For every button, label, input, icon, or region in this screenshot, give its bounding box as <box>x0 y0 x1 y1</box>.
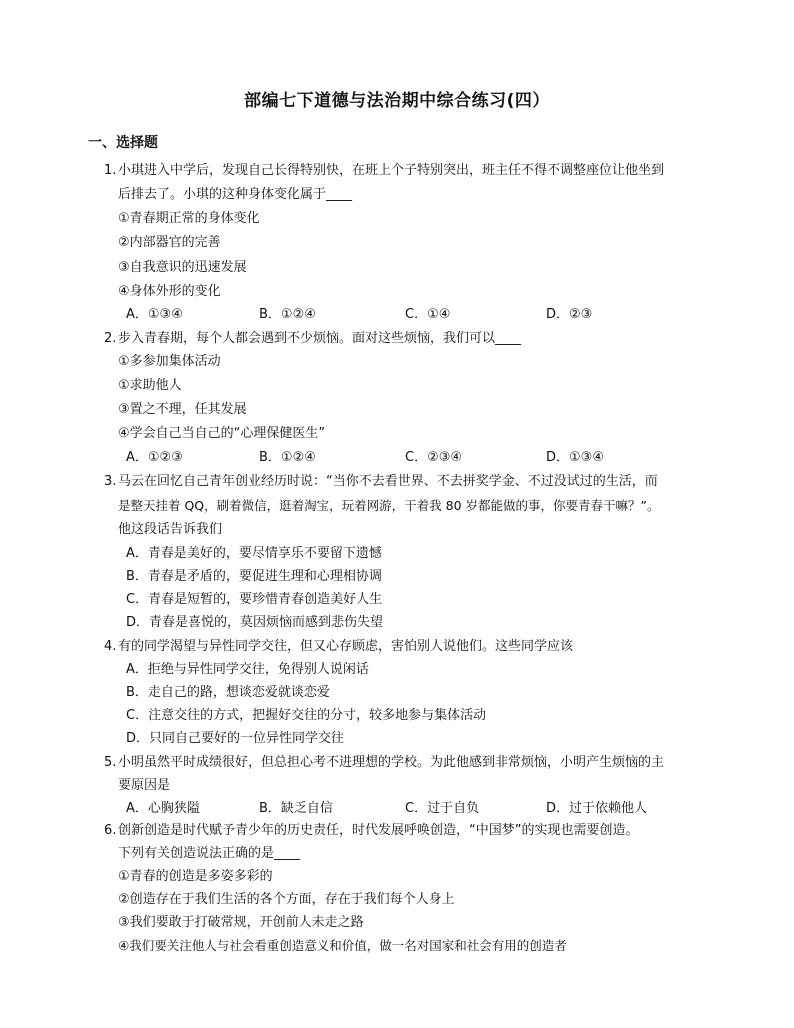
question-2-item: ③置之不理，任其发展 <box>118 402 247 417</box>
question-1-line-1 <box>104 162 664 180</box>
question-1-text: 小琪进入中学后，发现自己长得特别快，在班上个子特别突出，班主任不得不调整座位让他坐到 <box>118 163 665 178</box>
option-c: C．①④ <box>405 307 451 322</box>
question-6-number: 6. <box>104 823 117 838</box>
option-d: D．过于依赖他人 <box>546 801 648 816</box>
question-6-text: 创新创造是时代赋予青少年的历史责任，时代发展呼唤创造，“中国梦”的实现也需要创造。 <box>118 823 639 838</box>
option-b: B．①②④ <box>259 307 316 322</box>
question-2-line-1 <box>104 330 521 348</box>
question-6-item: ④我们要关注他人与社会看重创造意义和价值，做一名对国家和社会有用的创造者 <box>118 938 567 953</box>
question-3-line-1 <box>104 473 658 491</box>
question-4-option-d: D．只同自己要好的一位异性同学交往 <box>126 731 345 746</box>
question-4-option-b: B．走自己的路，想谈恋爱就谈恋爱 <box>126 685 330 700</box>
question-4-number: 4. <box>104 639 117 654</box>
question-2-item: ④学会自己当自己的“心理保健医生” <box>118 426 326 441</box>
question-2-number: 2. <box>104 331 117 346</box>
question-3-option-c: C．青春是短暂的，要珍惜青春创造美好人生 <box>126 592 383 607</box>
question-1-number: 1. <box>104 163 117 178</box>
option-b: B．缺乏自信 <box>259 801 333 816</box>
question-2-options <box>126 449 626 467</box>
question-3-option-d: D．青春是喜悦的，莫因烦恼而感到悲伤失望 <box>126 615 384 630</box>
question-5-options <box>126 800 686 818</box>
question-5-line-2: 要原因是 <box>118 778 171 793</box>
page-title: 部编七下道德与法治期中综合练习(四） <box>244 91 550 111</box>
question-5-number: 5. <box>104 755 117 770</box>
question-4-option-c: C．注意交往的方式，把握好交往的分寸，较多地参与集体活动 <box>126 708 487 723</box>
question-6-line-1 <box>104 822 638 840</box>
question-4-line-1 <box>104 638 573 656</box>
question-2-item: ①多参加集体活动 <box>118 354 221 369</box>
question-6-line-2: 下列有关创造说法正确的是____ <box>118 846 301 861</box>
question-1-item: ②内部器官的完善 <box>118 235 221 250</box>
question-3-option-b: B．青春是矛盾的，要促进生理和心理相协调 <box>126 569 382 584</box>
option-a: A．①③④ <box>126 307 183 322</box>
option-a: A．①②③ <box>126 450 183 465</box>
question-3-option-a: A．青春是美好的，要尽情享乐不要留下遗憾 <box>126 546 382 561</box>
option-d: D．①③④ <box>546 450 604 465</box>
question-1-item: ③自我意识的迅速发展 <box>118 260 247 275</box>
option-c: C．过于自负 <box>405 801 480 816</box>
question-2-text: 步入青春期，每个人都会遇到不少烦恼。面对这些烦恼，我们可以____ <box>118 331 522 346</box>
option-b: B．①②④ <box>259 450 316 465</box>
question-1-line-2: 后排去了。小琪的这种身体变化属于____ <box>118 187 353 202</box>
question-1-item: ①青春期正常的身体变化 <box>118 211 260 226</box>
question-3-text: 马云在回忆自己青年创业经历时说：“当你不去看世界、不去拼奖学金、不过没试过的生活，而 <box>118 474 658 489</box>
question-3-line-3: 他这段话告诉我们 <box>118 522 223 537</box>
section-heading: 一、选择题 <box>88 135 158 151</box>
question-2-item: ①求助他人 <box>118 378 182 393</box>
question-6-item: ②创造存在于我们生活的各个方面，存在于我们每个人身上 <box>118 892 455 907</box>
question-3-number: 3. <box>104 474 117 489</box>
question-1-options <box>126 306 626 324</box>
question-5-text: 小明虽然平时成绩很好，但总担心考不进理想的学校。为此他感到非常烦恼，小明产生烦恼的主 <box>118 755 665 770</box>
question-6-item: ③我们要敢于打破常规，开创前人未走之路 <box>118 915 364 930</box>
option-d: D．②③ <box>546 307 593 322</box>
question-4-option-a: A．拒绝与异性同学交往，免得别人说闲话 <box>126 662 369 677</box>
question-6-item: ①青春的创造是多姿多彩的 <box>118 869 273 884</box>
question-1-item: ④身体外形的变化 <box>118 284 221 299</box>
option-a: A．心胸狭隘 <box>126 801 200 816</box>
option-c: C．②③④ <box>405 450 463 465</box>
question-5-line-1 <box>104 754 664 772</box>
question-3-line-2: 是整天挂着 QQ，刷着微信，逛着淘宝，玩着网游，干着我 80 岁都能做的事，你要青春干嘛？”。 <box>118 498 660 513</box>
question-4-text: 有的同学渴望与异性同学交往，但又心存顾虑，害怕别人说他们。这些同学应该 <box>118 639 574 654</box>
